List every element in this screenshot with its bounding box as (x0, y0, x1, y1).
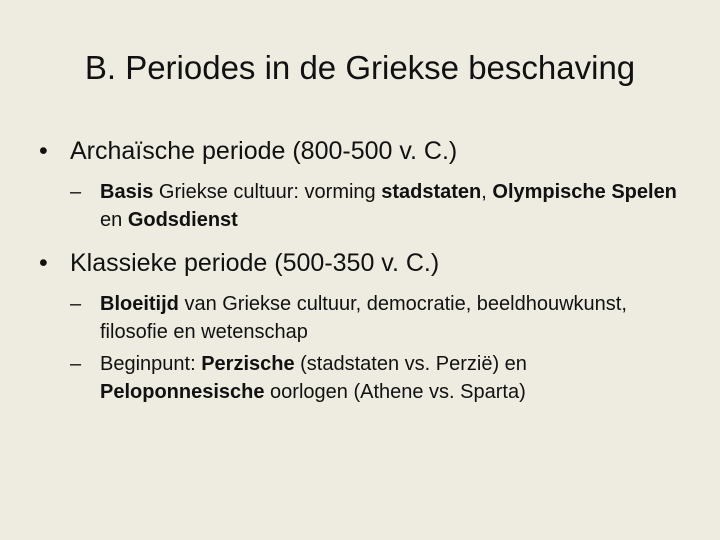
run-bold: Basis (100, 181, 154, 203)
run-text: Beginpunt: (100, 353, 202, 375)
subitem-marker: – (70, 181, 82, 203)
bullet-archaic-period (36, 133, 686, 169)
run-text: oorlogen (Athene vs. Sparta) (264, 381, 526, 403)
bullet-marker: • (39, 137, 48, 165)
run-text: van Griekse cultuur, democratie, beeldhouwkunst, filosofie en wetenschap (100, 293, 627, 343)
run-text: (stadstaten vs. Perzië) en (294, 353, 527, 375)
subitem-marker: – (70, 293, 82, 315)
run-bold: Peloponnesische (100, 381, 265, 403)
run-bold: Godsdienst (127, 209, 238, 231)
run-text: Griekse cultuur: vorming (153, 181, 382, 203)
slide-title: B. Periodes in de Griekse beschaving (84, 49, 636, 86)
slide-content (36, 133, 686, 406)
run-bold: Perzische (201, 353, 295, 375)
bullet-text: Klassieke periode (500-350 v. C.) (70, 249, 440, 277)
run-text: , (481, 181, 493, 203)
subitem-beginpunt (70, 350, 686, 406)
bullet-text: Archaïsche periode (800-500 v. C.) (70, 137, 458, 165)
subitem-basis (70, 178, 686, 234)
subitem-marker: – (70, 353, 82, 375)
bullet-marker: • (39, 249, 48, 277)
subitem-bloeitijd (70, 290, 686, 346)
bullet-classical-period (36, 245, 686, 281)
run-bold: Bloeitijd (100, 293, 179, 315)
run-bold: stadstaten (381, 181, 482, 203)
run-bold: Olympische Spelen (492, 181, 677, 203)
run-text: en (100, 209, 128, 231)
